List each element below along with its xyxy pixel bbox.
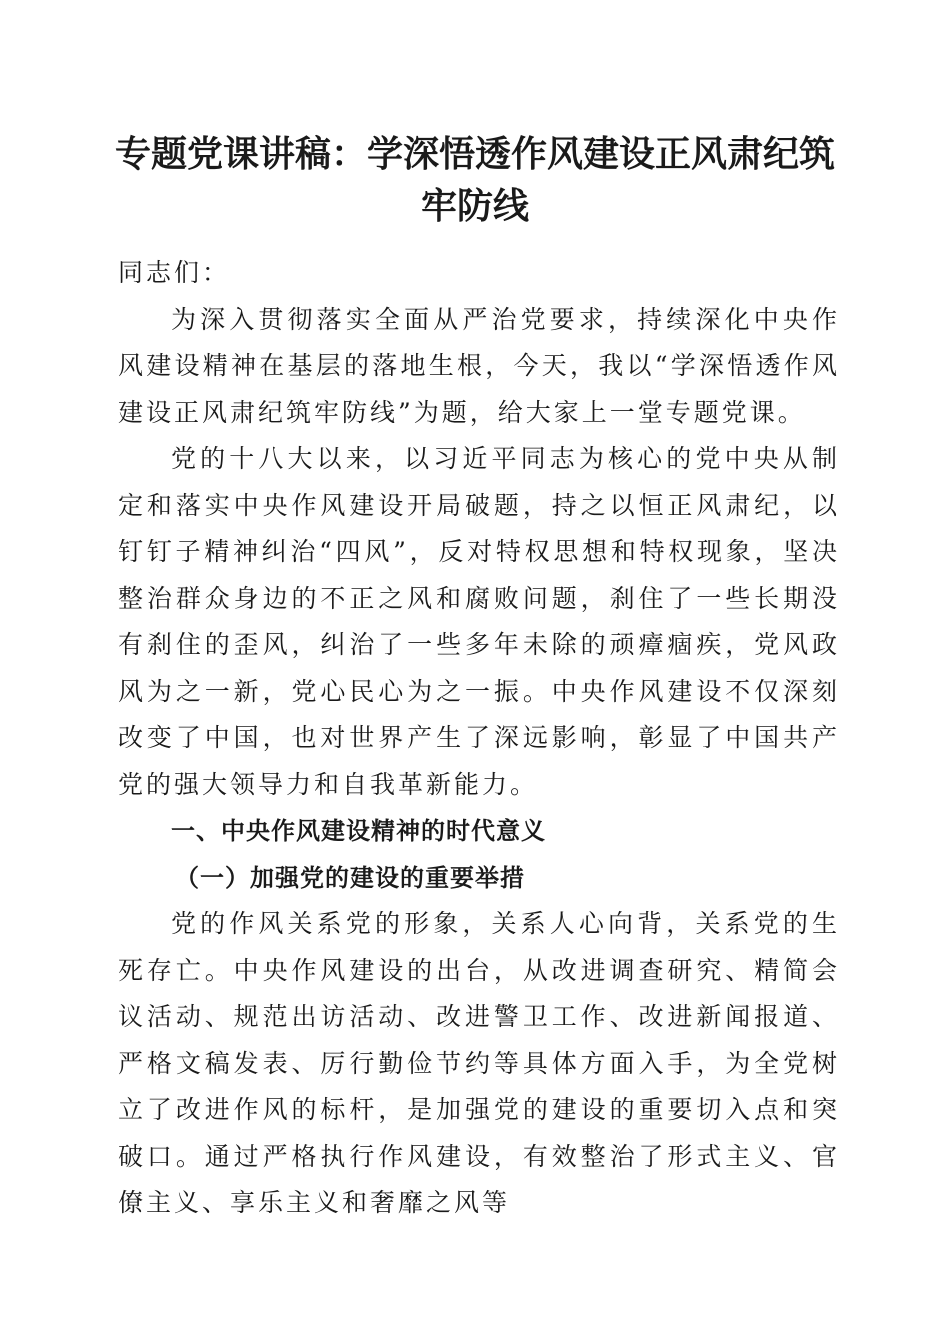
subsection-heading: （一）加强党的建设的重要举措	[175, 862, 525, 892]
paragraph-subsection: 党的作风关系党的形象，关系人心向背，关系党的生死存亡。中央作风建设的出台，从改进调查研究、精简会议活动、规范出访活动、改进警卫工作、改进新闻报道、严格文稿发表、厉行勤俭节约等具体方面入手，为全党树立了改进作风的标杆，是加强党的建设的重要切入点和突破口。通过严格执行作风建设，有效整治了形式主义、官僚主义、享乐主义和奢靡之风等	[118, 909, 840, 1217]
document-body	[118, 250, 840, 1227]
paragraph-intro: 为深入贯彻落实全面从严治党要求，持续深化中央作风建设精神在基层的落地生根，今天，我以“学深悟透作风建设正风肃纪筑牢防线”为题，给大家上一堂专题党课。	[118, 304, 840, 427]
document-title	[100, 128, 850, 232]
title-line-2: 牢防线	[420, 185, 529, 227]
section-heading: 一、中央作风建设精神的时代意义	[171, 817, 546, 845]
title-line-1: 专题党课讲稿：学深悟透作风建设正风肃纪筑	[114, 133, 835, 175]
paragraph-background: 党的十八大以来，以习近平同志为核心的党中央从制定和落实中央作风建设开局破题，持之以恒正风肃纪，以钉钉子精神纠治“四风”，反对特权思想和特权现象，坚决整治群众身边的不正之风和腐败问题，刹住了一些长期没有刹住的歪风，纠治了一些多年未除的顽瘴痼疾，党风政风为之一新，党心民心为之一振。中央作风建设不仅深刻改变了中国，也对世界产生了深远影响，彰显了中国共产党的强大领导力和自我革新能力。	[118, 444, 840, 799]
salutation: 同志们：	[118, 258, 231, 287]
